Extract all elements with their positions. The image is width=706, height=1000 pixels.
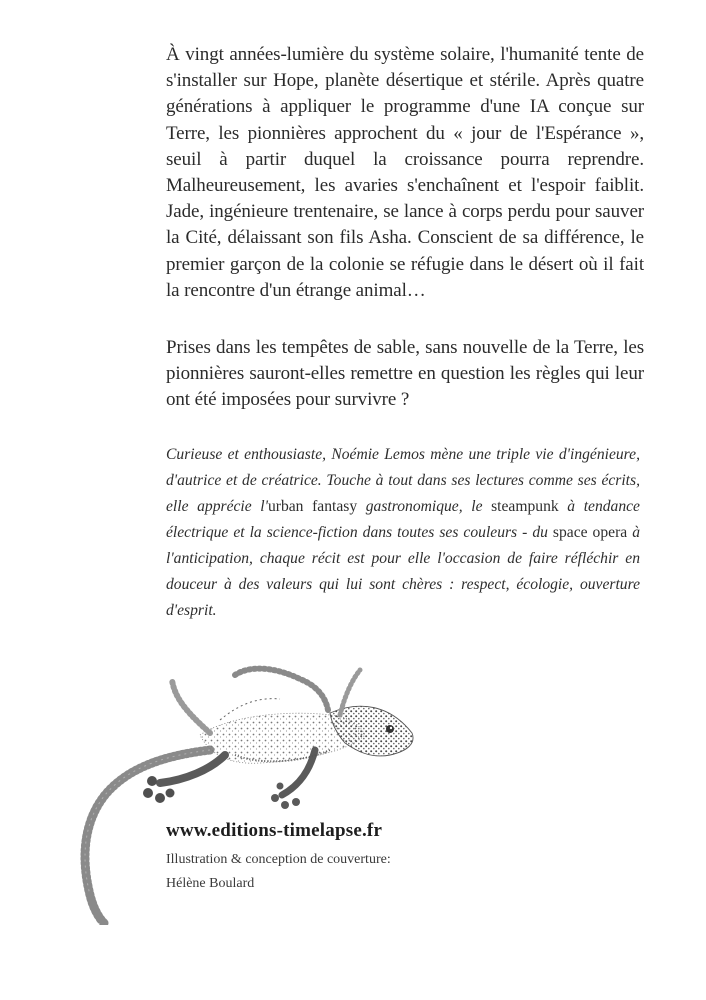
bio-text-2: gastronomique, le	[357, 498, 492, 515]
illustrator-name: Hélène Boulard	[166, 876, 255, 891]
author-bio	[166, 442, 640, 624]
illustration-credit-label: Illustration & conception de couverture:	[166, 852, 391, 867]
bio-term-space-opera: space opera	[552, 524, 628, 541]
bio-text-4: à l'anticipation, chaque récit est pour elle l'occasion de faire réfléchir en douceur à des valeurs qui lui sont chères : respect, écologie, ouverture d'esprit.	[166, 524, 640, 619]
bio-term-urban-fantasy: urban fantasy	[267, 498, 358, 515]
blurb-paragraph-1: À vingt années-lumière du système solaire, l'humanité tente de s'installer sur Hope, planète désertique et stérile. Après quatre générations à appliquer le programme d'une IA conçue sur Terre, les pionnières approchent du « jour de l'Espérance », seuil à partir duquel la croissance pourra reprendre. Malheureusement, les avaries s'enchaînent et l'espoir faiblit. Jade, ingénieure trentenaire, se lance à corps perdu pour sauver la Cité, délaissant son fils Asha. Conscient de sa différence, le premier garçon de la colonie se réfugie dans le désert où il fait la rencontre d'un étrange animal…	[166, 44, 644, 301]
bio-text-1: Curieuse et enthousiaste, Noémie Lemos mène une triple vie d'ingénieure, d'autrice et de créatrice. Touche à tout dans ses lectures comme ses écrits, elle apprécie l'	[166, 446, 640, 515]
bio-term-steampunk: steampunk	[491, 498, 559, 515]
bio-text-3: à tendance électrique et la science-fiction dans toutes ses couleurs - du	[166, 498, 640, 541]
publisher-url[interactable]: www.editions-timelapse.fr	[166, 820, 383, 841]
blurb-paragraph-2: Prises dans les tempêtes de sable, sans nouvelle de la Terre, les pionnières sauront-elles remettre en question les règles qui leur ont été imposées pour survivre ?	[166, 337, 644, 411]
